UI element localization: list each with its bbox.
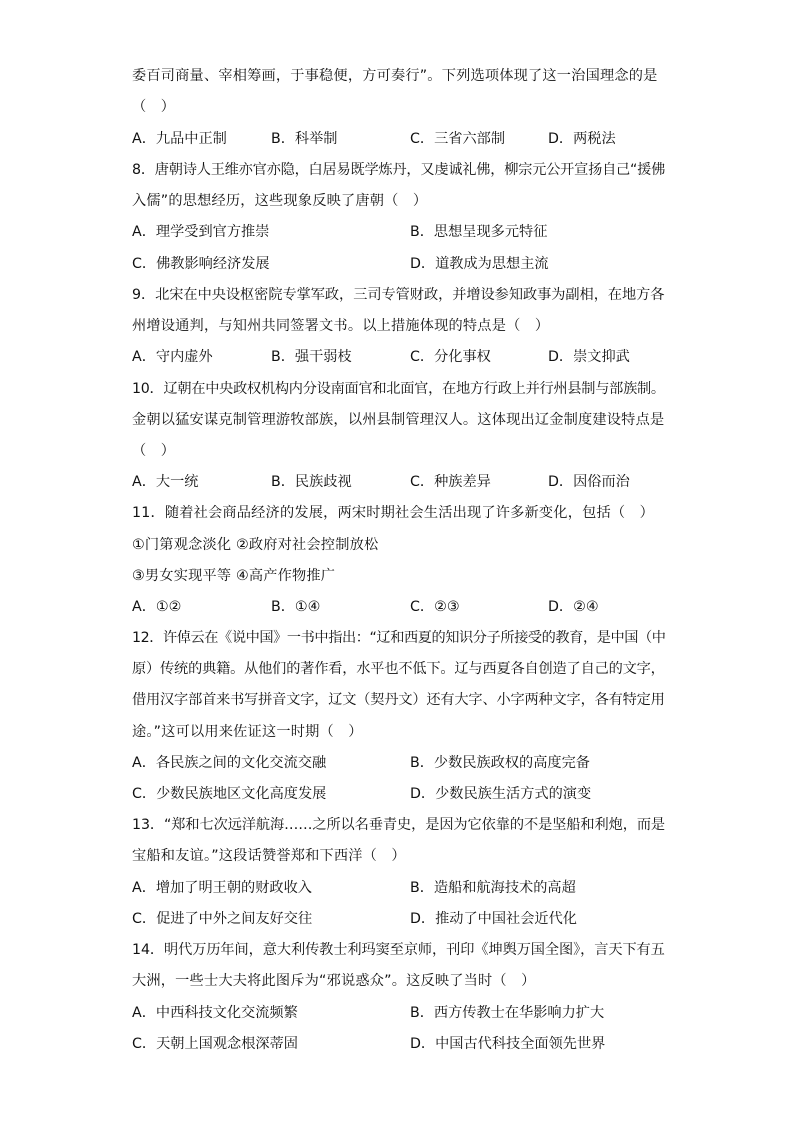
q8-option-a: A．理学受到官方推崇: [132, 224, 270, 240]
q12-option-a: A．各民族之间的文化交流交融: [132, 755, 327, 771]
q14-option-b: B．西方传教士在华影响力扩大: [410, 1005, 605, 1021]
q7-option-a: A．九品中正制: [132, 131, 227, 147]
q11-items-line-2: ③男女实现平等 ④高产作物推广: [132, 568, 336, 584]
q7-option-b: B．科举制: [271, 131, 338, 147]
q8-stem-line-1: 8．唐朝诗人王维亦官亦隐，白居易既学炼丹，又虔诚礼佛，柳宗元公开宣扬自己“援佛: [132, 162, 666, 178]
q11-option-a: A．①②: [132, 599, 182, 615]
q9-option-d: D．崇文抑武: [548, 349, 630, 365]
q10-option-a: A．大一统: [132, 474, 199, 490]
q14-option-c: C．天朝上国观念根深蒂固: [132, 1036, 298, 1052]
q8-stem-line-2: 入儒”的思想经历，这些现象反映了唐朝（ ）: [132, 193, 428, 209]
q9-stem-line-1: 9．北宋在中央设枢密院专掌军政，三司专管财政，并增设参知政事为副相，在地方各: [132, 287, 665, 303]
q8-option-b: B．思想呈现多元特征: [410, 224, 548, 240]
q7-answer-paren: （ ）: [132, 99, 176, 115]
q9-option-c: C．分化事权: [410, 349, 491, 365]
q7-option-d: D．两税法: [548, 131, 616, 147]
q9-option-b: B．强干弱枝: [271, 349, 352, 365]
q9-stem-line-2: 州增设通判，与知州共同签署文书。以上措施体现的特点是（ ）: [132, 318, 550, 334]
q12-stem-line-1: 12．许倬云在《说中国》一书中指出：“辽和西夏的知识分子所接受的教育，是中国（中: [132, 630, 666, 646]
q12-option-b: B．少数民族政权的高度完备: [410, 755, 590, 771]
q12-stem-line-4: 途。”这可以用来佐证这一时期（ ）: [132, 724, 363, 740]
q13-option-d: D．推动了中国社会近代化: [410, 911, 577, 927]
q13-stem-line-2: 宝船和友谊。”这段话赞誉郑和下西洋（ ）: [132, 848, 406, 864]
q10-answer-paren: （ ）: [132, 443, 176, 459]
q14-option-a: A．中西科技文化交流频繁: [132, 1005, 298, 1021]
q11-option-c: C．②③: [410, 599, 460, 615]
q10-option-b: B．民族歧视: [271, 474, 352, 490]
q9-option-a: A．守内虚外: [132, 349, 213, 365]
q11-option-b: B．①④: [271, 599, 321, 615]
q13-option-b: B．造船和航海技术的高超: [410, 880, 576, 896]
q14-stem-line-1: 14．明代万历年间，意大利传教士利玛窦至京师，刊印《坤舆万国全图》，言天下有五: [132, 942, 665, 958]
q13-option-c: C．促进了中外之间友好交往: [132, 911, 313, 927]
q8-option-c: C．佛教影响经济发展: [132, 256, 270, 272]
q12-stem-line-3: 借用汉字部首来书写拼音文字，辽文（契丹文）还有大字、小字两种文字，各有特定用: [132, 692, 665, 708]
q14-stem-line-2: 大洲，一些士大夫将此图斥为“邪说惑众”。这反映了当时（ ）: [132, 973, 536, 989]
q10-stem-line-2: 金朝以猛安谋克制管理游牧部族，以州县制管理汉人。这体现出辽金制度建设特点是: [132, 412, 665, 428]
q7-option-c: C．三省六部制: [410, 131, 506, 147]
q12-option-d: D．少数民族生活方式的演变: [410, 786, 592, 802]
q11-stem-line: 11．随着社会商品经济的发展，两宋时期社会生活出现了许多新变化，包括（ ）: [132, 505, 655, 521]
q12-stem-line-2: 原）传统的典籍。从他们的著作看，水平也不低下。辽与西夏各自创造了自己的文字，: [132, 661, 665, 677]
q13-stem-line-1: 13．“郑和七次远洋航海……之所以名垂青史，是因为它依靠的不是坚船和利炮，而是: [132, 817, 666, 833]
q13-option-a: A．增加了明王朝的财政收入: [132, 880, 312, 896]
q10-option-c: C．种族差异: [410, 474, 491, 490]
q12-option-c: C．少数民族地区文化高度发展: [132, 786, 327, 802]
q11-items-line-1: ①门第观念淡化 ②政府对社会控制放松: [132, 537, 379, 553]
q14-option-d: D．中国古代科技全面领先世界: [410, 1036, 606, 1052]
q7-stem-line: 委百司商量、宰相筹画，于事稳便，方可奏行”。下列选项体现了这一治国理念的是: [132, 68, 658, 84]
q8-option-d: D．道教成为思想主流: [410, 256, 549, 272]
q10-option-d: D．因俗而治: [548, 474, 630, 490]
q11-option-d: D．②④: [548, 599, 599, 615]
q10-stem-line-1: 10．辽朝在中央政权机构内分设南面官和北面官，在地方行政上并行州县制与部族制。: [132, 381, 665, 397]
